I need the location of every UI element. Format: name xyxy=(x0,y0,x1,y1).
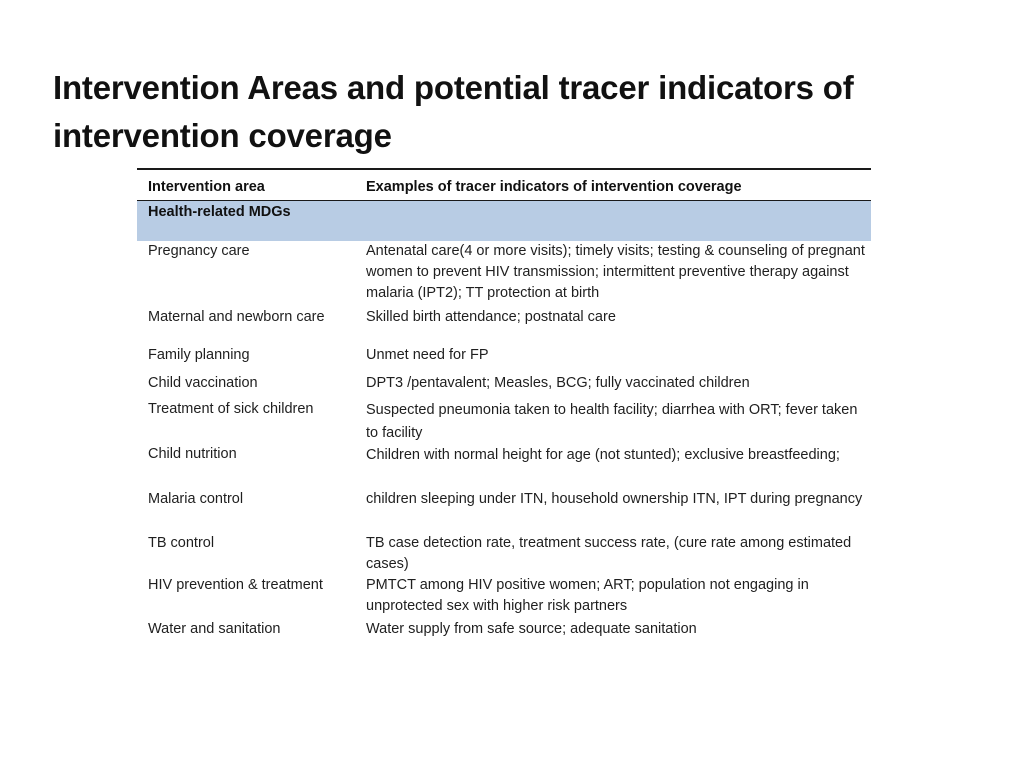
table-row xyxy=(137,489,871,533)
header-tracer-indicators: Examples of tracer indicators of intervention coverage xyxy=(355,169,871,201)
row-indicators: Water supply from safe source; adequate sanitation xyxy=(366,621,697,637)
row-indicators: Children with normal height for age (not stunted); exclusive breastfeeding; xyxy=(366,447,840,463)
row-area: HIV prevention & treatment xyxy=(148,577,323,593)
row-area: Treatment of sick children xyxy=(148,401,314,417)
table-row xyxy=(137,619,871,641)
indicator-table-container xyxy=(137,168,871,641)
table-row xyxy=(137,575,871,619)
row-indicators: Antenatal care(4 or more visits); timely visits; testing & counseling of pregnant women to prevent HIV transmission; intermittent preventive therapy against malaria (IPT2); TT protection at birth xyxy=(366,243,865,301)
row-indicators: Suspected pneumonia taken to health facility; diarrhea with ORT; fever taken to facility xyxy=(366,402,858,441)
slide-title: Intervention Areas and potential tracer indicators of intervention coverage xyxy=(53,69,854,154)
row-indicators: Unmet need for FP xyxy=(366,347,489,363)
table-row xyxy=(137,533,871,575)
row-area: Water and sanitation xyxy=(148,621,281,637)
row-indicators: children sleeping under ITN, household ownership ITN, IPT during pregnancy xyxy=(366,491,863,507)
row-area: Child vaccination xyxy=(148,375,258,391)
row-area: Maternal and newborn care xyxy=(148,309,325,325)
row-area: Family planning xyxy=(148,347,250,363)
table-row xyxy=(137,373,871,399)
table-row xyxy=(137,305,871,345)
table-row xyxy=(137,444,871,489)
row-area: TB control xyxy=(148,535,215,551)
row-area: Pregnancy care xyxy=(148,243,250,259)
row-indicators: TB case detection rate, treatment success rate, (cure rate among estimated cases) xyxy=(366,535,852,572)
row-indicators: Skilled birth attendance; postnatal care xyxy=(366,309,616,325)
row-indicators: DPT3 /pentavalent; Measles, BCG; fully vaccinated children xyxy=(366,375,750,391)
table-row xyxy=(137,241,871,305)
indicator-table xyxy=(137,168,871,641)
table-row xyxy=(137,345,871,373)
row-area: Malaria control xyxy=(148,491,244,507)
header-intervention-area: Intervention area xyxy=(137,169,355,201)
table-row xyxy=(137,399,871,444)
row-indicators: PMTCT among HIV positive women; ART; population not engaging in unprotected sex with higher risk partners xyxy=(366,577,809,614)
section-label: Health-related MDGs xyxy=(137,201,871,242)
section-row-health-mdgs xyxy=(137,201,871,242)
table-header-row xyxy=(137,169,871,201)
row-area: Child nutrition xyxy=(148,446,237,462)
